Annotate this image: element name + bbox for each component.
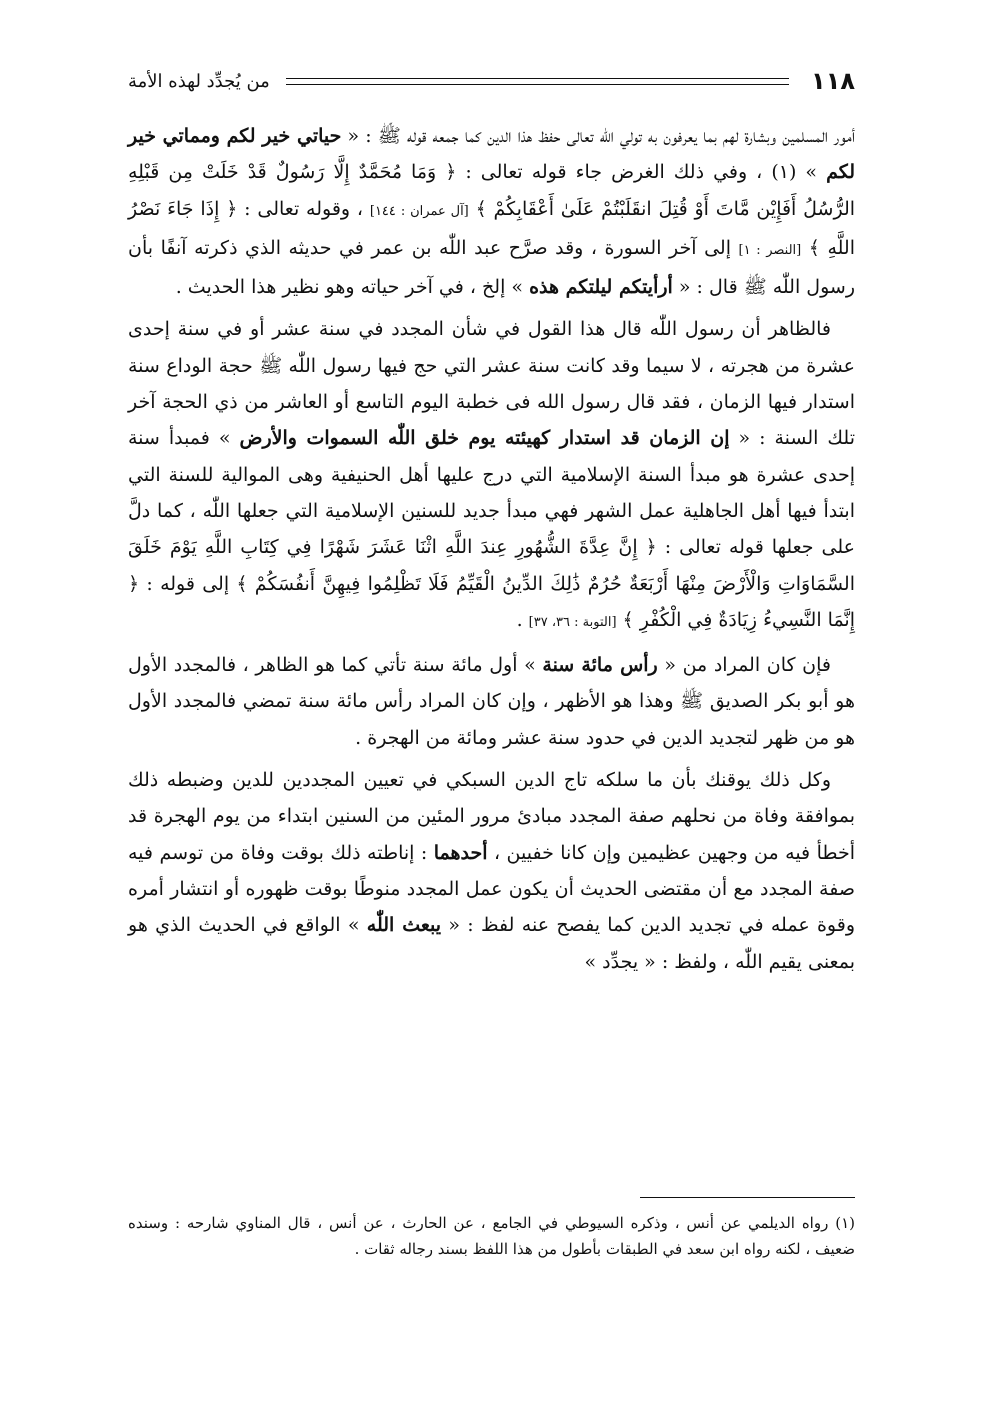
verse-reference: [التوبة : ٣٦، ٣٧] <box>528 614 617 630</box>
verse-reference: [النصر : ١] <box>738 242 802 258</box>
text-segment: » أول مائة سنة تأتي كما هو الظاهر ، فالمجدد الأول هو أبو بكر الصديق ﷺ وهذا هو الأظهر ، وإن كان المراد رأس مائة سنة تمضي فالمجدد الأول هو من ظهر لتجديد الدين في حدود سنة عشر ومائة من الهجرة . <box>128 654 855 749</box>
paragraph <box>128 118 855 305</box>
text-segment: » فمبدأ سنة إحدى عشرة هو مبدأ السنة الإسلامية التي درج عليها أهل الحنيفية وهى الموالية للسنة التي ابتدأ فيها أهل الجاهلية عمل الشهر فهي مبدأ جديد للسنين الإسلامية التي جعلها اللّٰه ، كما دلَّ على جعلها قوله تعالى : ﴿ إِنَّ عِدَّةَ الشُّهُورِ عِندَ اللَّهِ اثْنَا عَشَرَ شَهْرًا فِي كِتَابِ اللَّهِ يَوْمَ خَلَقَ السَّمَاوَاتِ وَالْأَرْضَ مِنْهَا أَرْبَعَةٌ حُرُمٌ ذَٰلِكَ الدِّينُ الْقَيِّمُ فَلَا تَظْلِمُوا فِيهِنَّ أَنفُسَكُمْ ﴾ إلى قوله : ﴿ إِنَّمَا النَّسِيءُ زِيَادَةٌ فِي الْكُفْرِ ﴾ <box>128 427 855 631</box>
text-segment: » (١) ، وفي ذلك الغرض جاء قوله تعالى : ﴿ وَمَا مُحَمَّدٌ إِلَّا رَسُولٌ قَدْ خَلَتْ مِن قَبْلِهِ الرُّسُلُ أَفَإِيْن مَّاتَ أَوْ قُتِلَ انقَلَبْتُمْ عَلَىٰ أَعْقَابِكُمْ ﴾ <box>128 161 856 220</box>
paragraph <box>128 311 855 641</box>
bold-quote: إن الزمان قد استدار كهيئته يوم خلق اللّٰه السموات والأرض <box>239 427 730 450</box>
header-rule <box>286 78 789 85</box>
text-segment: إلى آخر السورة ، وقد صرَّح عبد اللّٰه بن عمر في حديثه الذي ذكرته آنفًا بأن رسول اللّٰه ﷺ قال : « <box>128 236 855 299</box>
text-segment: فإن كان المراد من « <box>657 654 831 677</box>
text-segment: : إناطته ذلك بوقت وفاة من توسم فيه صفة المجدد مع أن مقتضى الحديث أن يكون عمل المجدد منوطًا بوقت ظهوره أو انتشار أمره وقوة عمله في تجديد الدين كما يفصح عنه لفظ : « <box>128 841 855 937</box>
running-title: من يُجدِّد لهذه الأمة <box>128 70 270 92</box>
verse-reference: [آل عمران : ١٤٤] <box>369 203 469 219</box>
page-number: ١١٨ <box>811 67 855 95</box>
text-segment: » إلخ ، في آخر حياته وهو نظير هذا الحديث . <box>175 276 530 299</box>
paragraph <box>128 762 855 980</box>
paragraph <box>128 647 855 756</box>
bold-quote: يبعث اللّٰه <box>366 914 442 937</box>
main-text <box>128 118 855 986</box>
bold-quote: أرأيتكم ليلتكم هذه <box>529 276 673 299</box>
bold-quote: رأس مائة سنة <box>542 654 658 677</box>
footnotes <box>128 1210 855 1262</box>
bold-quote: أحدهما <box>433 841 488 864</box>
text-segment: أمور المسلمين وبشارة لهم بما يعرفون به تولي اللّٰه تعالى حفظ هذا الدين كما جمعه قوله ﷺ : « <box>341 125 856 147</box>
bold-quote: حياتي خير لكم ومماتي خير لكم <box>128 125 856 184</box>
text-segment: . <box>516 608 529 631</box>
page-header <box>128 66 855 96</box>
footnote-separator <box>640 1197 855 1198</box>
text-segment: » الواقع في الحديث الذي هو بمعنى يقيم اللّٰه ، ولفظ : « يجدِّد » <box>128 914 855 973</box>
text-segment: وكل ذلك يوقنك بأن ما سلكه تاج الدين السبكي في تعيين المجددين للدين وضبطه ذلك بموافقة وفاة من نحلهم صفة المجدد مبادئ مرور المئين من السنين ابتداء من يوم الهجرة قد أخطأ فيه من وجهين عظيمين وإن كانا خفيين ، <box>128 769 855 864</box>
text-segment: ، وقوله تعالى : ﴿ إِذَا جَاءَ نَصْرُ اللَّهِ ﴾ <box>128 197 855 259</box>
footnote-1: (١) رواه الديلمي عن أنس ، وذكره السيوطي في الجامع ، عن الحارث ، عن أنس ، قال المناوي شارحه : وسنده ضعيف ، لكنه رواه ابن سعد في الطبقات بأطول من هذا اللفظ بسند رجاله ثقات . <box>128 1214 855 1258</box>
text-segment: فالظاهر أن رسول اللّٰه قال هذا القول في شأن المجدد في سنة عشر أو في سنة إحدى عشرة من هجرته ، لا سيما وقد كانت سنة عشر التي حج فيها رسول اللّٰه ﷺ حجة الوداع سنة استدار فيها الزمان ، فقد قال رسول الله فى خطبة اليوم التاسع أو العاشر من ذي الحجة آخر تلك السنة : « <box>128 318 855 450</box>
